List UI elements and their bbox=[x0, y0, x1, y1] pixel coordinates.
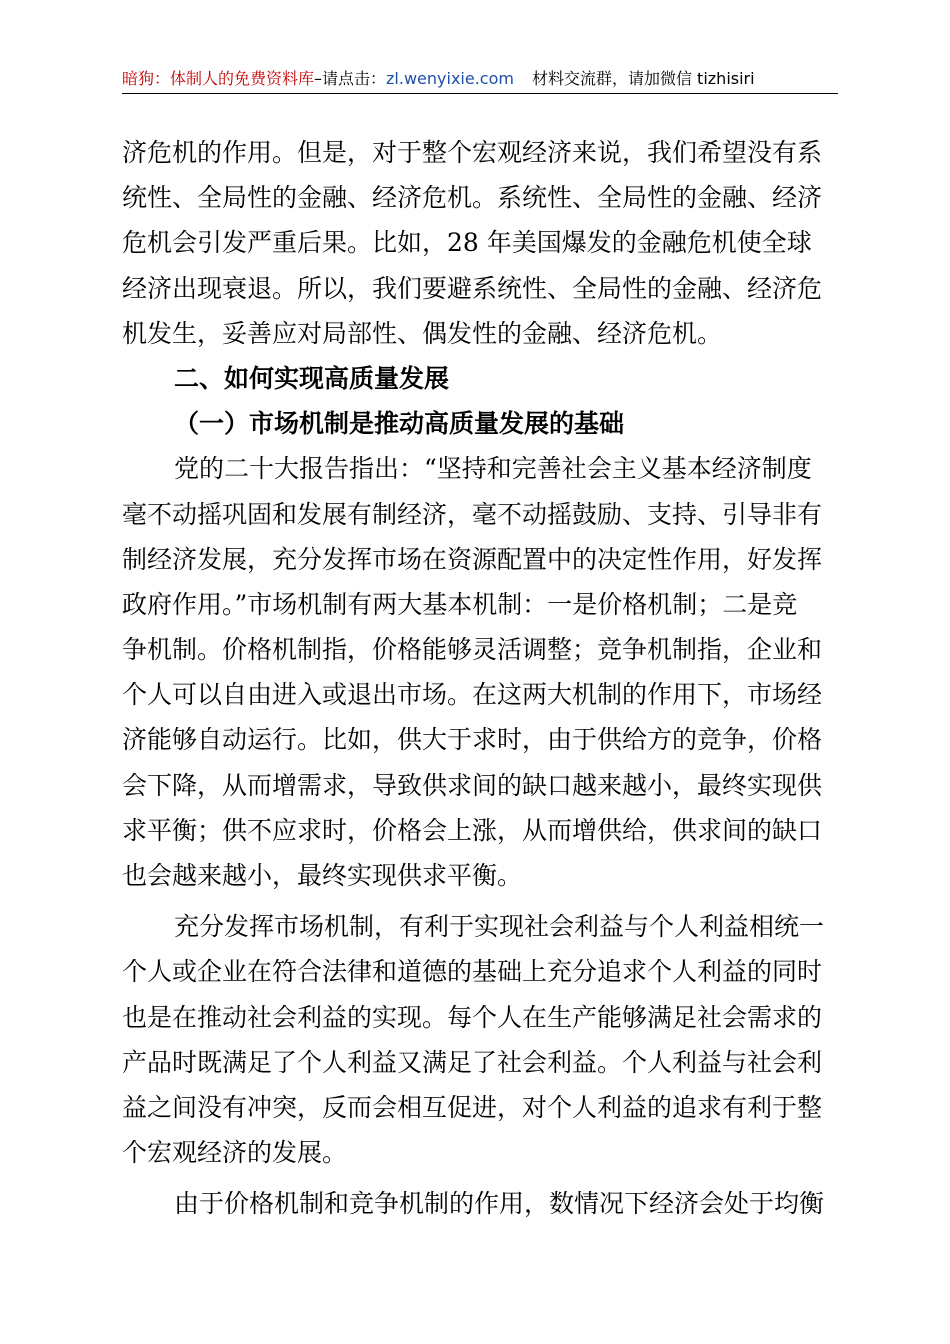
document-body bbox=[122, 130, 842, 1227]
paragraph-2 bbox=[122, 446, 842, 898]
text-line: 危机会引发严重后果。比如，28 年美国爆发的金融危机使全球 bbox=[122, 228, 812, 258]
text-line: 济危机的作用。但是，对于整个宏观经济来说，我们希望没有系 bbox=[122, 138, 823, 167]
text-line: 经济出现衰退。所以，我们要避系统性、全局性的金融、经济危 bbox=[122, 273, 823, 303]
paragraph-4 bbox=[122, 1181, 842, 1226]
text-line: 求平衡；供不应求时，价格会上涨，从而增供给，供求间的缺口 bbox=[122, 815, 823, 845]
text-line: 产品时既满足了个人利益又满足了社会利益。个人利益与社会利 bbox=[122, 1047, 823, 1077]
text-line: 充分发挥市场机制，有利于实现社会利益与个人利益相统一 bbox=[174, 912, 825, 942]
paragraph-1 bbox=[122, 130, 842, 356]
text-line: 个人或企业在符合法律和道德的基础上充分追求个人利益的同时 bbox=[122, 957, 823, 987]
header-link-prefix: –请点击： bbox=[314, 69, 387, 88]
header-divider bbox=[122, 93, 838, 94]
header-brand: 暗狗：体制人的免费资料库 bbox=[122, 69, 315, 88]
text-line: 会下降，从而增需求，导致供求间的缺口越来越小，最终实现供 bbox=[122, 770, 823, 800]
section-heading: 二、如何实现高质量发展 bbox=[174, 363, 450, 393]
page-header bbox=[122, 68, 838, 90]
text-line: 也会越来越小，最终实现供求平衡。 bbox=[122, 861, 523, 890]
header-contact: 材料交流群，请加微信 tizhisiri bbox=[531, 69, 755, 88]
text-line: 毫不动摇巩固和发展有制经济，毫不动摇鼓励、支持、引导非有 bbox=[122, 499, 823, 529]
text-line: 由于价格机制和竞争机制的作用，数情况下经济会处于均衡 bbox=[174, 1189, 825, 1219]
text-line: 机发生，妥善应对局部性、偶发性的金融、经济危机。 bbox=[122, 318, 723, 348]
text-line: 益之间没有冲突，反而会相互促进，对个人利益的追求有利于整 bbox=[122, 1092, 823, 1122]
text-line: 统性、全局性的金融、经济危机。系统性、全局性的金融、经济 bbox=[122, 183, 823, 213]
text-line: 政府作用。”市场机制有两大基本机制：一是价格机制；二是竞 bbox=[122, 589, 798, 619]
text-line: 也是在推动社会利益的实现。每个人在生产能够满足社会需求的 bbox=[122, 1002, 823, 1032]
text-line: 制经济发展，充分发挥市场在资源配置中的决定性作用，好发挥 bbox=[122, 544, 823, 574]
paragraph-3 bbox=[122, 904, 842, 1175]
text-line: 党的二十大报告指出：“坚持和完善社会主义基本经济制度 bbox=[174, 454, 812, 484]
text-line: 济能够自动运行。比如，供大于求时，由于供给方的竞争，价格 bbox=[122, 725, 823, 755]
text-line: 个人可以自由进入或退出市场。在这两大机制的作用下，市场经 bbox=[122, 680, 823, 710]
text-line: 争机制。价格机制指，价格能够灵活调整；竞争机制指，企业和 bbox=[122, 635, 823, 665]
subsection-heading: （一）市场机制是推动高质量发展的基础 bbox=[174, 409, 625, 439]
text-line: 个宏观经济的发展。 bbox=[122, 1138, 348, 1168]
header-link[interactable]: zl.wenyixie.com bbox=[386, 69, 514, 88]
